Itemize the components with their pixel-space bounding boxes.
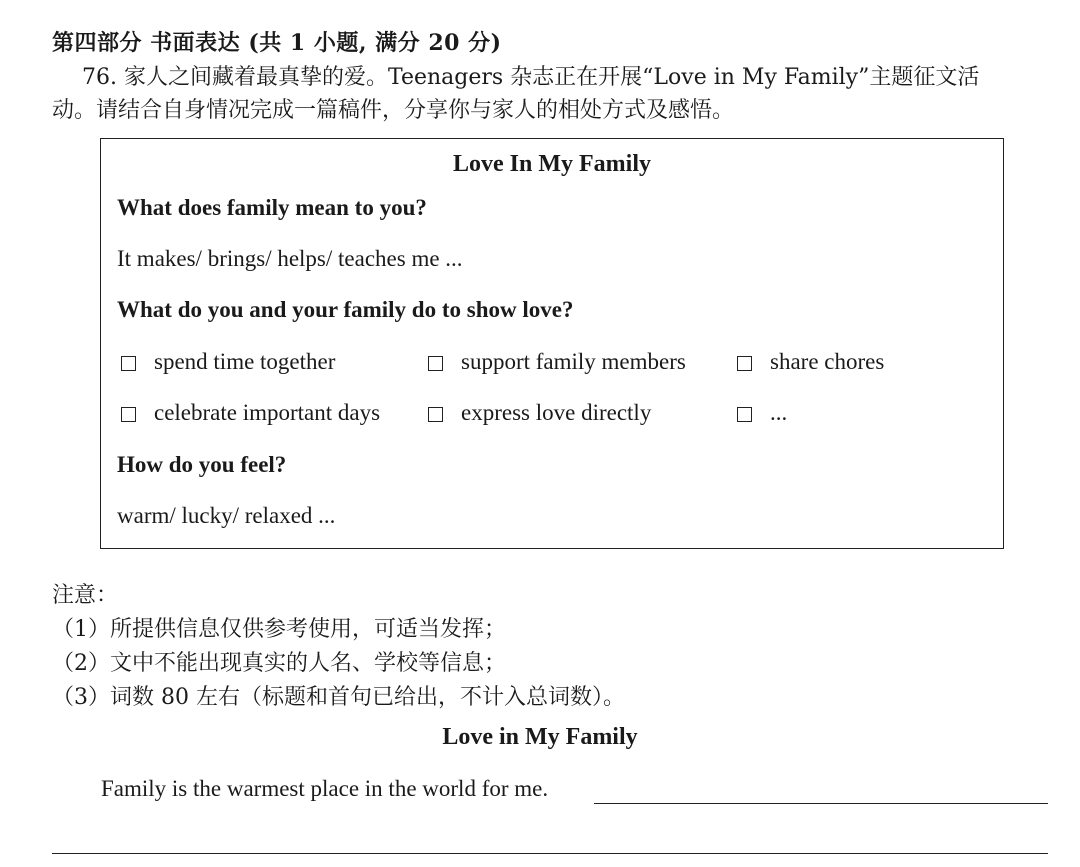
- checkbox-icon[interactable]: [737, 356, 752, 371]
- answer-line[interactable]: [52, 853, 1048, 854]
- hint-how-feel: warm/ lucky/ relaxed ...: [117, 503, 336, 528]
- checkbox-icon[interactable]: [121, 356, 136, 371]
- section-title: 第四部分 书面表达 (共 1 小题, 满分 20 分): [52, 30, 502, 56]
- option-support-family-members[interactable]: [428, 349, 686, 375]
- prompt-text-line-1: 76. 家人之间藏着最真挚的爱。Teenagers 杂志正在开展“Love in My Family”主题征文活: [82, 65, 980, 90]
- answer-line[interactable]: [594, 803, 1048, 804]
- info-box-title: Love In My Family: [453, 151, 651, 177]
- notes-heading: 注意：: [52, 583, 119, 608]
- prompt-info-box: [100, 138, 1004, 549]
- checkbox-icon[interactable]: [121, 407, 136, 422]
- option-other[interactable]: [737, 400, 787, 426]
- option-spend-time-together[interactable]: [121, 349, 335, 375]
- note-item: （1）所提供信息仅供参考使用，可适当发挥；: [52, 617, 506, 642]
- option-label: support family members: [461, 349, 686, 374]
- question-show-love: What do you and your family do to show love?: [117, 297, 574, 322]
- option-label: celebrate important days: [154, 400, 381, 425]
- question-family-meaning: What does family mean to you?: [117, 195, 427, 220]
- hint-family-meaning: It makes/ brings/ helps/ teaches me ...: [117, 246, 463, 271]
- checkbox-icon[interactable]: [737, 407, 752, 422]
- option-label: spend time together: [154, 349, 336, 374]
- option-express-love-directly[interactable]: [428, 400, 651, 426]
- option-celebrate-important-days[interactable]: [121, 400, 380, 426]
- note-item: （2）文中不能出现真实的人名、学校等信息；: [52, 651, 506, 676]
- option-label: express love directly: [461, 400, 652, 425]
- option-share-chores[interactable]: [737, 349, 884, 375]
- prompt-text-line-2: 动。请结合自身情况完成一篇稿件，分享你与家人的相处方式及感悟。: [52, 98, 735, 123]
- option-label: share chores: [770, 349, 885, 374]
- checkbox-icon[interactable]: [428, 356, 443, 371]
- note-item: （3）词数 80 左右（标题和首句已给出，不计入总词数）。: [52, 685, 625, 710]
- essay-title: Love in My Family: [442, 724, 638, 750]
- question-how-feel: How do you feel?: [117, 452, 287, 477]
- essay-first-sentence: Family is the warmest place in the world for me.: [101, 776, 549, 801]
- checkbox-icon[interactable]: [428, 407, 443, 422]
- option-label: ...: [770, 400, 788, 425]
